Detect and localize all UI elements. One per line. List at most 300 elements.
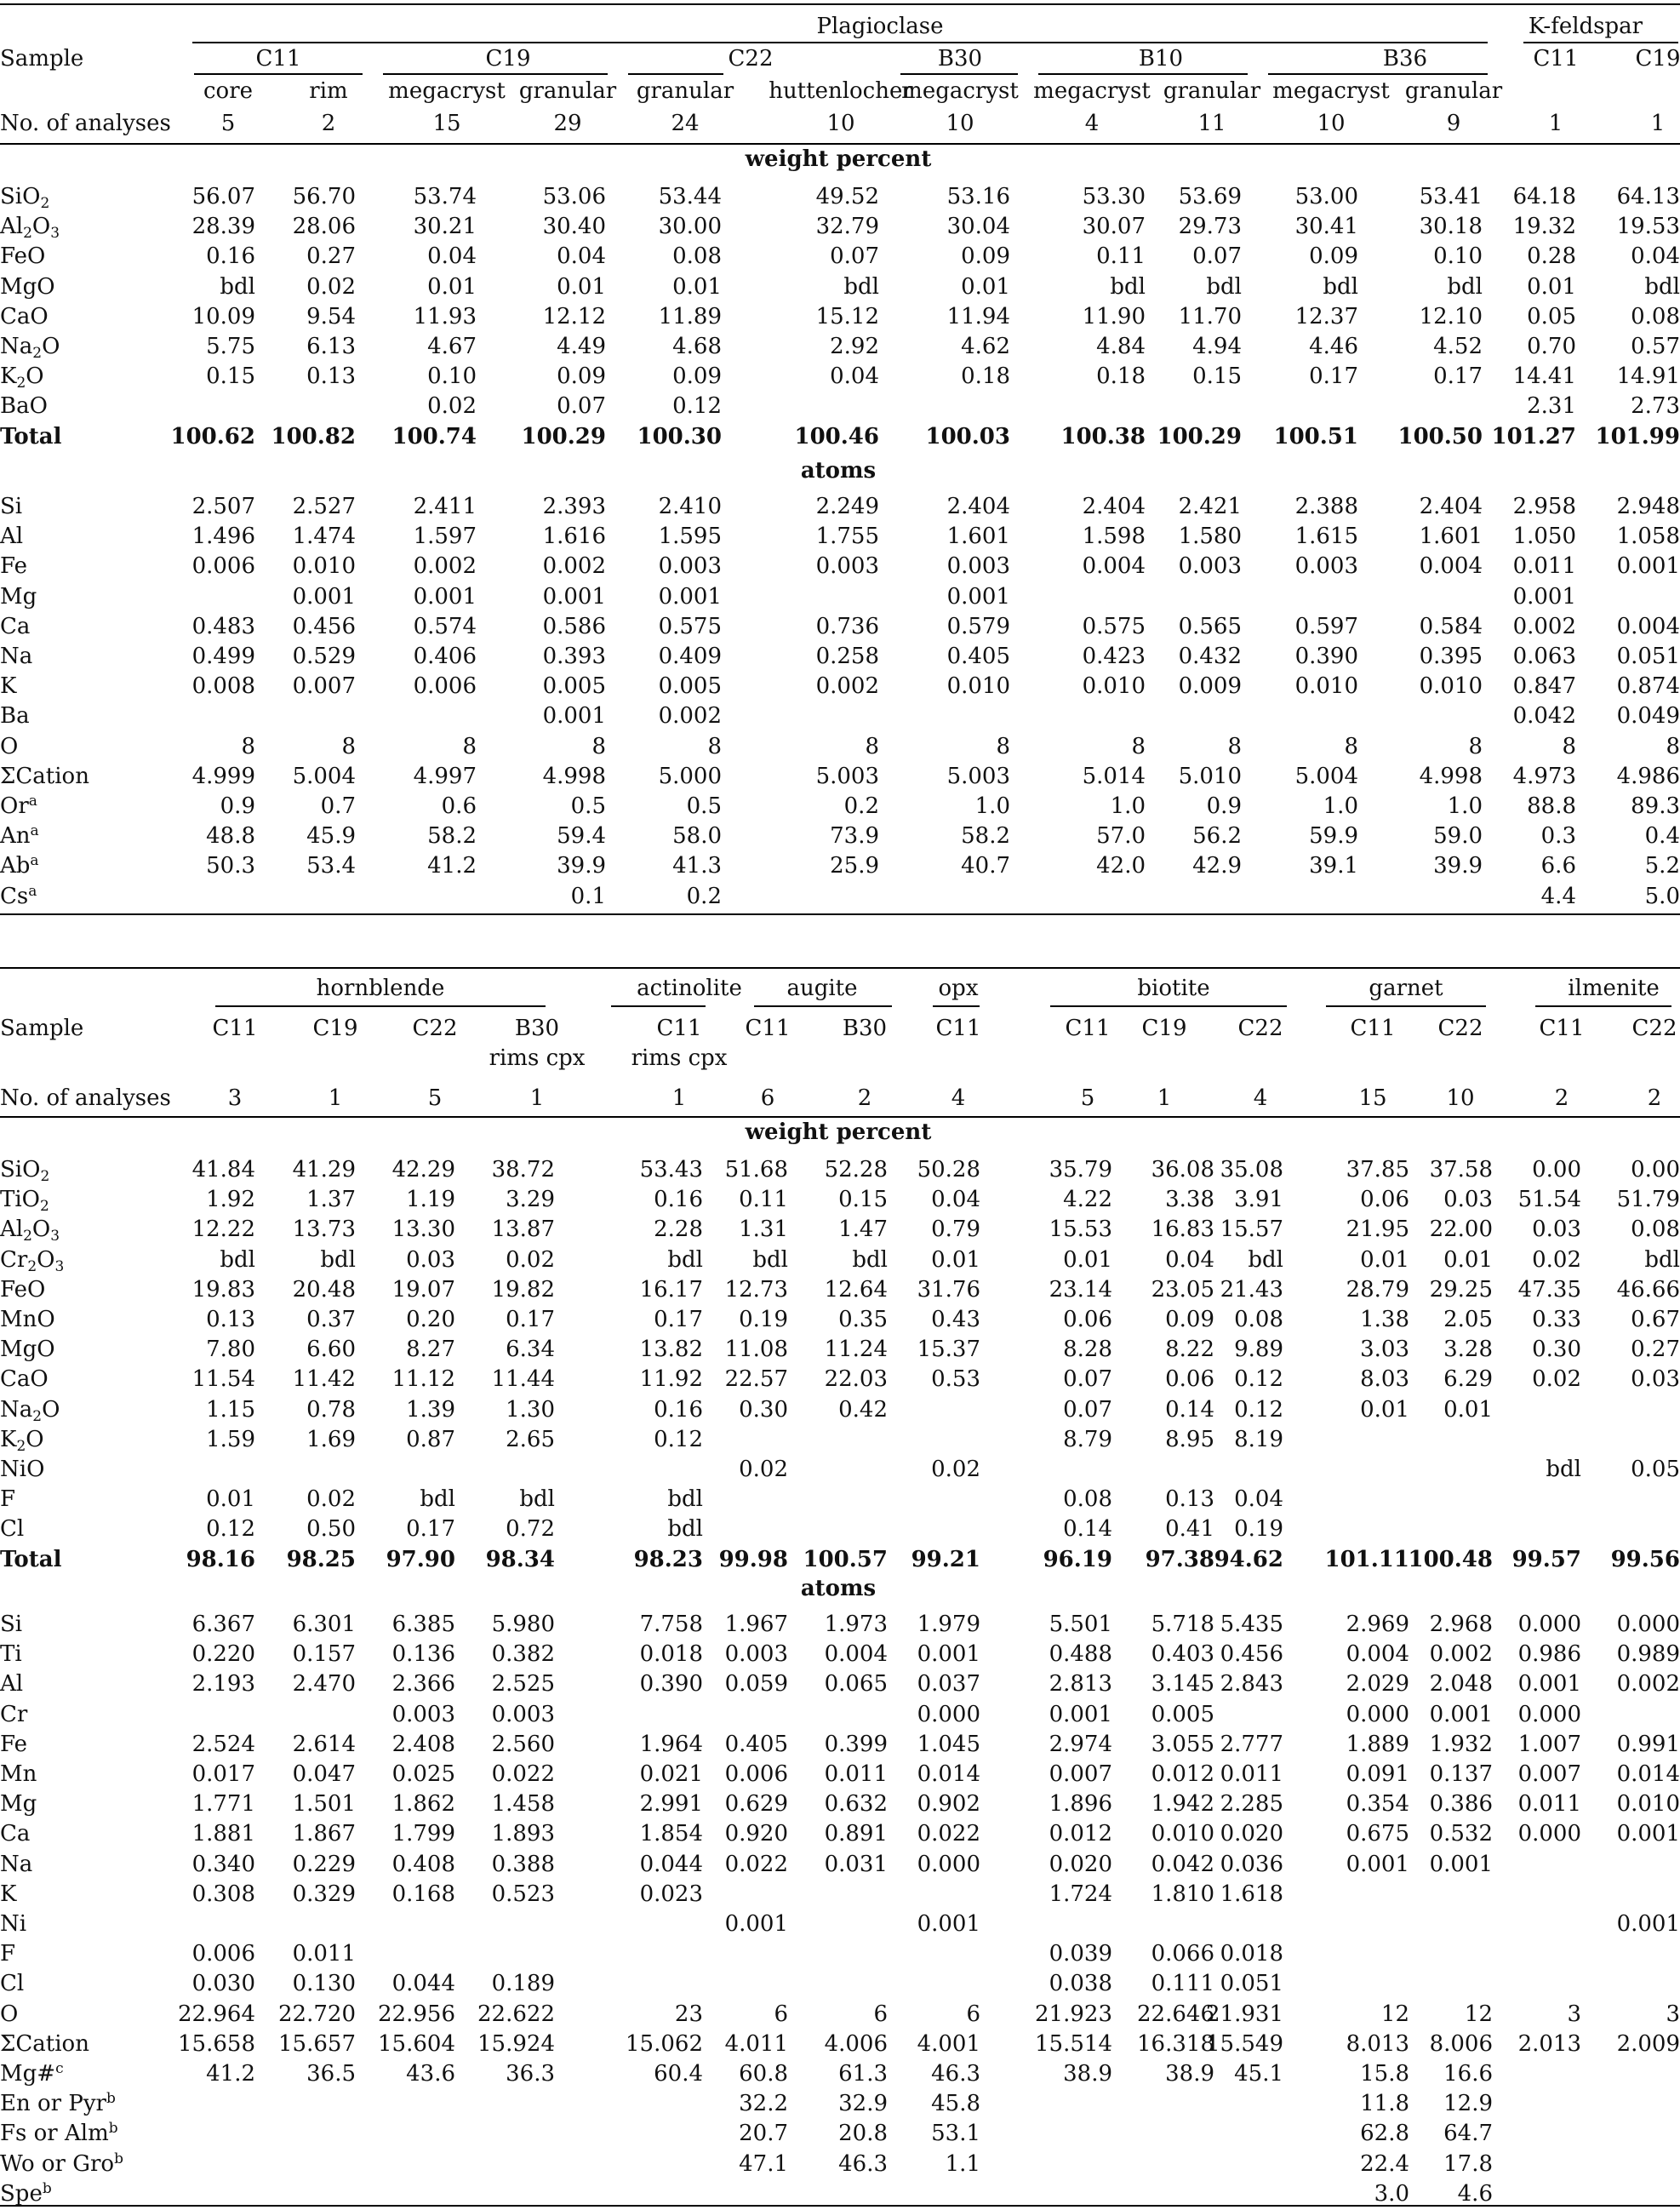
table-cell: 0.010 xyxy=(292,553,356,580)
table-cell: 0.023 xyxy=(639,1881,703,1907)
table-cell: 0.408 xyxy=(391,1851,455,1877)
table-cell: 0.001 xyxy=(1049,1701,1112,1727)
table-cell: 0.051 xyxy=(1616,644,1680,669)
label-subscript: 2 xyxy=(40,195,50,212)
table-cell: bdl xyxy=(1644,1246,1680,1273)
label-text: Fe xyxy=(0,553,28,580)
table-cell: 0.9 xyxy=(1206,793,1242,819)
table-cell: 30.18 xyxy=(1419,214,1483,240)
table-cell: 2.048 xyxy=(1429,1671,1493,1698)
table-cell: 2.31 xyxy=(1527,393,1576,420)
label-text: K xyxy=(0,1881,17,1907)
analyses-count: 1 xyxy=(671,1085,687,1111)
label-subscript: 2 xyxy=(39,1198,49,1216)
table-cell: 1.893 xyxy=(491,1821,555,1847)
analyses-count: 10 xyxy=(1446,1085,1475,1111)
sample-label: Sample xyxy=(0,46,84,72)
row-label xyxy=(0,2091,116,2116)
table-cell: 0.04 xyxy=(1631,243,1680,270)
label-text: O xyxy=(26,364,44,390)
table-cell: 0.047 xyxy=(292,1761,356,1787)
table-cell: 1.597 xyxy=(413,524,477,550)
label-text: Spe xyxy=(0,2180,43,2207)
table-cell: 1.618 xyxy=(1220,1881,1283,1907)
table-cell: 0.001 xyxy=(413,583,477,610)
table-cell: 0.038 xyxy=(1049,1971,1112,1997)
table-cell: 53.1 xyxy=(931,2121,980,2147)
table-cell: 0.020 xyxy=(1049,1851,1112,1877)
table-cell: 5.004 xyxy=(292,763,356,789)
analyses-count: 2 xyxy=(321,111,336,136)
table-cell: 3.29 xyxy=(506,1187,555,1213)
table-cell: 0.05 xyxy=(1631,1457,1680,1482)
table-cell: 100.30 xyxy=(637,423,722,449)
section-atoms: atoms xyxy=(800,1576,877,1601)
row-label xyxy=(0,2061,64,2087)
table-cell: 0.08 xyxy=(1631,303,1680,329)
table-cell: 19.82 xyxy=(491,1276,555,1303)
table-cell: 4.22 xyxy=(1063,1187,1112,1213)
table-cell: 0.063 xyxy=(1512,644,1576,669)
row-label xyxy=(0,1881,16,1907)
table-cell: 0.575 xyxy=(658,613,722,639)
analyses-label: No. of analyses xyxy=(0,111,171,136)
table-cell: 0.01 xyxy=(1443,1396,1493,1423)
table-cell: 2.366 xyxy=(391,1671,455,1698)
table-cell: 98.16 xyxy=(186,1546,255,1572)
table-cell: 1.0 xyxy=(1110,793,1146,819)
table-cell: 6 xyxy=(774,2001,788,2027)
subsample: rim xyxy=(309,78,348,104)
table-cell: 11.12 xyxy=(391,1366,455,1393)
table-cell: 4.67 xyxy=(427,334,477,359)
table-cell: 28.39 xyxy=(191,214,255,240)
table-cell: 38.9 xyxy=(1063,2061,1112,2087)
table-cell: 0.35 xyxy=(838,1307,888,1332)
group-header: ilmenite xyxy=(1568,976,1660,1001)
group-header: garnet xyxy=(1369,976,1443,1001)
table-cell: 53.00 xyxy=(1294,184,1358,209)
table-cell: 0.001 xyxy=(542,583,606,610)
table-cell: 0.629 xyxy=(724,1791,788,1818)
table-cell: 0.406 xyxy=(413,644,477,669)
table-cell: 2.470 xyxy=(292,1671,356,1698)
table-cell: 0.005 xyxy=(1151,1701,1214,1727)
table-cell: 2.009 xyxy=(1616,2030,1680,2057)
table-cell: 29.73 xyxy=(1178,214,1242,240)
table-cell: 6 xyxy=(873,2001,888,2027)
table-cell: 0.08 xyxy=(672,243,722,270)
label-text: MnO xyxy=(0,1307,55,1332)
header-rule xyxy=(0,1116,1680,1118)
table-cell: 1.501 xyxy=(292,1791,356,1818)
row-label xyxy=(0,1732,27,1757)
row-label xyxy=(0,673,16,699)
table-cell: 12.73 xyxy=(724,1276,788,1303)
table-cell: 0.01 xyxy=(931,1246,980,1273)
label-text: Cr xyxy=(0,1246,28,1273)
table-cell: 1.045 xyxy=(917,1731,980,1757)
table-cell: 0.483 xyxy=(191,613,255,639)
table-cell: 1.31 xyxy=(739,1217,788,1243)
table-cell: 0.01 xyxy=(1063,1246,1112,1273)
table-cell: 0.011 xyxy=(1512,553,1576,580)
table-cell: 0.091 xyxy=(1346,1761,1409,1787)
label-text: An xyxy=(0,823,31,850)
table-cell: 0.18 xyxy=(961,364,1010,390)
label-text: F xyxy=(0,1941,16,1967)
table-cell: 0.70 xyxy=(1527,334,1576,359)
table-cell: 0.001 xyxy=(1429,1701,1493,1727)
row-label xyxy=(0,1516,24,1542)
table-cell: 97.38 xyxy=(1145,1546,1214,1572)
table-cell: 9.54 xyxy=(306,303,356,329)
table-cell: 0.002 xyxy=(1616,1671,1680,1698)
table-cell: 100.51 xyxy=(1273,423,1358,449)
table-cell: 0.001 xyxy=(658,583,722,610)
table-cell: 58.2 xyxy=(961,823,1010,850)
table-cell: 0.07 xyxy=(557,393,606,420)
table-cell: 0.9 xyxy=(220,793,255,819)
table-cell: 0.018 xyxy=(639,1641,703,1668)
table-cell: 0.874 xyxy=(1616,673,1680,700)
table-cell: 11.44 xyxy=(491,1366,555,1393)
table-cell: 5.718 xyxy=(1151,1612,1214,1637)
table-cell: 4.997 xyxy=(413,763,477,789)
sample-underline xyxy=(628,73,723,75)
table-cell: 2.249 xyxy=(815,494,879,519)
table-cell: 0.014 xyxy=(1616,1761,1680,1787)
table-cell: 35.79 xyxy=(1049,1157,1112,1182)
table-cell: 12.64 xyxy=(824,1276,888,1303)
table-cell: 56.07 xyxy=(191,184,255,209)
label-subscript: 3 xyxy=(54,1257,65,1275)
table-cell: 11.08 xyxy=(724,1337,788,1363)
label-text: Al xyxy=(0,524,24,550)
table-cell: 45.9 xyxy=(306,823,356,850)
table-cell: bdl xyxy=(320,1246,356,1273)
table-cell: 1.0 xyxy=(974,793,1010,819)
table-cell: 1.1 xyxy=(945,2150,980,2177)
table-cell: 19.07 xyxy=(391,1276,455,1303)
table-cell: 2.968 xyxy=(1429,1612,1493,1637)
table-cell: 1.862 xyxy=(391,1791,455,1818)
table-cell: 5.75 xyxy=(206,334,255,359)
table-cell: 8 xyxy=(241,733,255,759)
table-cell: 8.22 xyxy=(1165,1337,1214,1363)
table-cell: 0.33 xyxy=(1532,1307,1581,1332)
table-cell: 3.91 xyxy=(1234,1187,1283,1213)
table-cell: 16.17 xyxy=(639,1276,703,1303)
table-cell: 0.000 xyxy=(1517,1701,1581,1727)
table-cell: 0.011 xyxy=(1220,1761,1283,1787)
table-cell: bdl xyxy=(667,1516,703,1543)
table-cell: 30.21 xyxy=(413,214,477,240)
sample-id: C11 xyxy=(255,46,301,72)
table-cell: 0.001 xyxy=(1616,1821,1680,1847)
table-cell: 12 xyxy=(1380,2001,1409,2027)
table-cell: 0.01 xyxy=(1360,1246,1409,1273)
table-cell: 0.529 xyxy=(292,644,356,669)
table-cell: 0.72 xyxy=(506,1516,555,1543)
analyses-count: 1 xyxy=(529,1085,545,1111)
table-cell: 0.001 xyxy=(724,1911,788,1937)
table-cell: 1.810 xyxy=(1151,1881,1214,1907)
table-cell: 0.11 xyxy=(739,1187,788,1213)
table-cell: 23.05 xyxy=(1151,1276,1214,1303)
analyses-count: 10 xyxy=(946,111,974,136)
table-cell: 0.329 xyxy=(292,1881,356,1907)
row-label xyxy=(0,1366,49,1392)
row-label xyxy=(0,1457,44,1482)
table-cell: 0.229 xyxy=(292,1851,356,1877)
table-cell: 0.006 xyxy=(413,673,477,700)
table-cell: 2.013 xyxy=(1517,2030,1581,2057)
section-weight-percent: weight percent xyxy=(745,146,932,172)
table-cell: 1.881 xyxy=(191,1821,255,1847)
table-cell: 0.04 xyxy=(830,364,879,390)
table-cell: 30.04 xyxy=(946,214,1010,240)
table-cell: 11.89 xyxy=(658,303,722,329)
subsample: rims cpx xyxy=(489,1045,586,1071)
table-cell: 2.969 xyxy=(1346,1612,1409,1637)
table-cell: 0.022 xyxy=(917,1821,980,1847)
row-label xyxy=(0,2181,52,2207)
label-text: Fe xyxy=(0,1731,28,1757)
table-cell: 51.79 xyxy=(1616,1187,1680,1213)
table-cell: 0.012 xyxy=(1151,1761,1214,1787)
table-cell: 38.9 xyxy=(1165,2061,1214,2087)
table-cell: 11.8 xyxy=(1360,2091,1409,2117)
analyses-count: 1 xyxy=(328,1085,343,1111)
table-cell: 0.03 xyxy=(1443,1187,1493,1213)
subsample: granular xyxy=(1163,78,1261,104)
table-cell: 0.19 xyxy=(739,1307,788,1332)
table-cell: 21.95 xyxy=(1346,1217,1409,1243)
table-cell: 2.527 xyxy=(292,494,356,519)
table-cell: 0.15 xyxy=(1192,364,1242,390)
label-text: Mn xyxy=(0,1761,37,1787)
analyses-count: 1 xyxy=(1548,111,1563,136)
table-cell: 2.560 xyxy=(491,1731,555,1757)
table-cell: 0.87 xyxy=(406,1426,455,1452)
table-cell: 0.006 xyxy=(724,1761,788,1787)
sample-id: B10 xyxy=(1138,46,1184,72)
sample-id: C11 xyxy=(1539,1016,1585,1041)
table-cell: 47.1 xyxy=(739,2150,788,2177)
table-cell: 0.022 xyxy=(724,1851,788,1877)
table-cell: 0.012 xyxy=(1049,1821,1112,1847)
table-cell: 100.03 xyxy=(925,423,1010,449)
table-cell: 23 xyxy=(674,2001,703,2027)
table-cell: 0.02 xyxy=(1532,1366,1581,1393)
table-cell: 0.003 xyxy=(391,1701,455,1727)
table-cell: 0.675 xyxy=(1346,1821,1409,1847)
row-label xyxy=(0,1852,32,1877)
table-cell: 2.421 xyxy=(1178,494,1242,519)
row-label xyxy=(0,1791,37,1817)
table-cell: 22.646 xyxy=(1137,2001,1214,2027)
table-cell: 94.62 xyxy=(1214,1546,1283,1572)
table-cell: 5.435 xyxy=(1220,1612,1283,1637)
analyses-count: 29 xyxy=(553,111,582,136)
table-cell: 19.83 xyxy=(191,1276,255,1303)
table-cell: 88.8 xyxy=(1527,793,1576,819)
table-cell: 22.720 xyxy=(278,2001,356,2027)
table-cell: 0.005 xyxy=(542,673,606,700)
row-label xyxy=(0,1247,64,1273)
table-cell: 0.011 xyxy=(1517,1791,1581,1818)
table-cell: 2.65 xyxy=(506,1426,555,1452)
analyses-count: 5 xyxy=(427,1085,443,1111)
group-underline xyxy=(933,1005,980,1007)
table-cell: bdl xyxy=(1248,1246,1283,1273)
row-label xyxy=(0,1941,15,1967)
table-cell: 2.05 xyxy=(1443,1307,1493,1332)
table-cell: 2.410 xyxy=(658,494,722,519)
table-cell: 1.37 xyxy=(306,1187,356,1213)
sample-id: C19 xyxy=(485,46,531,72)
table-cell: 0.010 xyxy=(1082,673,1146,700)
table-cell: 8 xyxy=(1227,733,1242,759)
table-cell: bdl xyxy=(852,1246,888,1273)
row-label xyxy=(0,1426,44,1455)
table-cell: 15.514 xyxy=(1035,2030,1112,2057)
table-cell: 0.168 xyxy=(391,1881,455,1907)
table-cell: 8 xyxy=(462,733,477,759)
analyses-count: 9 xyxy=(1446,111,1461,136)
table-cell: 0.004 xyxy=(1419,553,1483,580)
table-cell: 0.27 xyxy=(306,243,356,270)
table-cell: 2.404 xyxy=(946,494,1010,519)
table-cell: 0.065 xyxy=(824,1671,888,1698)
table-cell: 0.051 xyxy=(1220,1971,1283,1997)
top-rule xyxy=(0,3,1680,5)
table-cell: 0.07 xyxy=(1192,243,1242,270)
table-cell: 98.23 xyxy=(633,1546,703,1572)
sample-underline xyxy=(194,73,363,75)
table-cell: 0.07 xyxy=(1063,1366,1112,1393)
label-text: F xyxy=(0,1486,16,1513)
table-cell: 19.32 xyxy=(1512,214,1576,240)
table-cell: 100.74 xyxy=(391,423,477,449)
table-cell: 0.340 xyxy=(191,1851,255,1877)
group-underline xyxy=(1535,1005,1671,1007)
table-cell: 1.92 xyxy=(206,1187,255,1213)
group-header: actinolite xyxy=(637,976,742,1001)
bottom-rule xyxy=(0,913,1680,915)
row-label xyxy=(0,424,61,449)
table-cell: 36.08 xyxy=(1151,1157,1214,1182)
group-underline xyxy=(611,1005,706,1007)
subsample: granular xyxy=(518,78,617,104)
table-cell: 0.409 xyxy=(658,644,722,669)
sample-id: B30 xyxy=(514,1016,560,1041)
sample-id: C19 xyxy=(312,1016,358,1041)
table-cell: 51.68 xyxy=(724,1157,788,1182)
table-cell: 0.989 xyxy=(1616,1641,1680,1668)
table-cell: 0.030 xyxy=(191,1971,255,1997)
table-cell: 46.3 xyxy=(838,2150,888,2177)
table-cell: 0.004 xyxy=(1082,553,1146,580)
table-cell: 0.005 xyxy=(658,673,722,700)
label-text: MgO xyxy=(0,273,55,300)
analyses-count: 3 xyxy=(227,1085,243,1111)
label-text: TiO xyxy=(0,1187,40,1213)
table-cell: 62.8 xyxy=(1360,2121,1409,2147)
table-cell: 0.06 xyxy=(1360,1187,1409,1213)
table-cell: 0.044 xyxy=(391,1971,455,1997)
table-cell: 0.986 xyxy=(1517,1641,1581,1668)
table-cell: 0.020 xyxy=(1220,1821,1283,1847)
table-cell: 0.010 xyxy=(1294,673,1358,700)
table-cell: 8 xyxy=(996,733,1010,759)
table-cell: 101.99 xyxy=(1595,423,1680,449)
table-cell: 1.69 xyxy=(306,1426,356,1452)
row-label xyxy=(0,1911,26,1937)
table-cell: 11.24 xyxy=(824,1337,888,1363)
table-cell: 0.574 xyxy=(413,613,477,639)
bottom-rule xyxy=(0,2205,1680,2207)
table-cell: 8.013 xyxy=(1346,2030,1409,2057)
table-cell: 41.2 xyxy=(427,853,477,879)
table-cell: 13.87 xyxy=(491,1217,555,1243)
table-cell: 0.382 xyxy=(491,1641,555,1668)
table-cell: 2.777 xyxy=(1220,1731,1283,1757)
table-cell: 6.301 xyxy=(292,1612,356,1637)
table-cell: 0.001 xyxy=(917,1641,980,1668)
table-cell: 99.21 xyxy=(911,1546,980,1572)
table-cell: 2.285 xyxy=(1220,1791,1283,1818)
sample-underline xyxy=(900,73,1018,75)
row-label xyxy=(0,184,50,212)
sample-id: C22 xyxy=(1437,1016,1483,1041)
table-cell: 21.931 xyxy=(1206,2001,1283,2027)
table-cell: 6.60 xyxy=(306,1337,356,1363)
subsample: huttenlocher xyxy=(769,78,913,104)
table-cell: 0.000 xyxy=(1517,1821,1581,1847)
table-cell: 0.67 xyxy=(1631,1307,1680,1332)
table-cell: 14.91 xyxy=(1616,364,1680,390)
table-cell: 99.98 xyxy=(718,1546,788,1572)
table-cell: 0.01 xyxy=(427,273,477,300)
table-cell: 0.09 xyxy=(1309,243,1358,270)
table-cell: 12.22 xyxy=(191,1217,255,1243)
table-cell: 0.27 xyxy=(1631,1337,1680,1363)
table-cell: 101.27 xyxy=(1491,423,1576,449)
table-cell: 8.79 xyxy=(1063,1426,1112,1452)
table-cell: 6.6 xyxy=(1540,853,1576,879)
table-cell: 1.19 xyxy=(406,1187,455,1213)
label-text: O xyxy=(42,334,60,359)
table-cell: bdl xyxy=(843,273,879,300)
table-cell: 0.006 xyxy=(191,553,255,580)
table-cell: 45.1 xyxy=(1234,2061,1283,2087)
table-cell: 43.6 xyxy=(406,2061,455,2087)
table-cell: 0.08 xyxy=(1631,1217,1680,1243)
table-cell: 0.632 xyxy=(824,1791,888,1818)
table-cell: 0.5 xyxy=(570,793,606,819)
table-cell: 42.0 xyxy=(1096,853,1146,879)
table-cell: 0.6 xyxy=(441,793,477,819)
table-cell: 53.44 xyxy=(658,184,722,209)
table-cell: 16.318 xyxy=(1137,2030,1214,2057)
table-cell: 98.25 xyxy=(286,1546,356,1572)
table-cell: 6.367 xyxy=(191,1612,255,1637)
table-cell: 6.385 xyxy=(391,1612,455,1637)
table-cell: 0.01 xyxy=(672,273,722,300)
table-cell: 0.007 xyxy=(1517,1761,1581,1787)
